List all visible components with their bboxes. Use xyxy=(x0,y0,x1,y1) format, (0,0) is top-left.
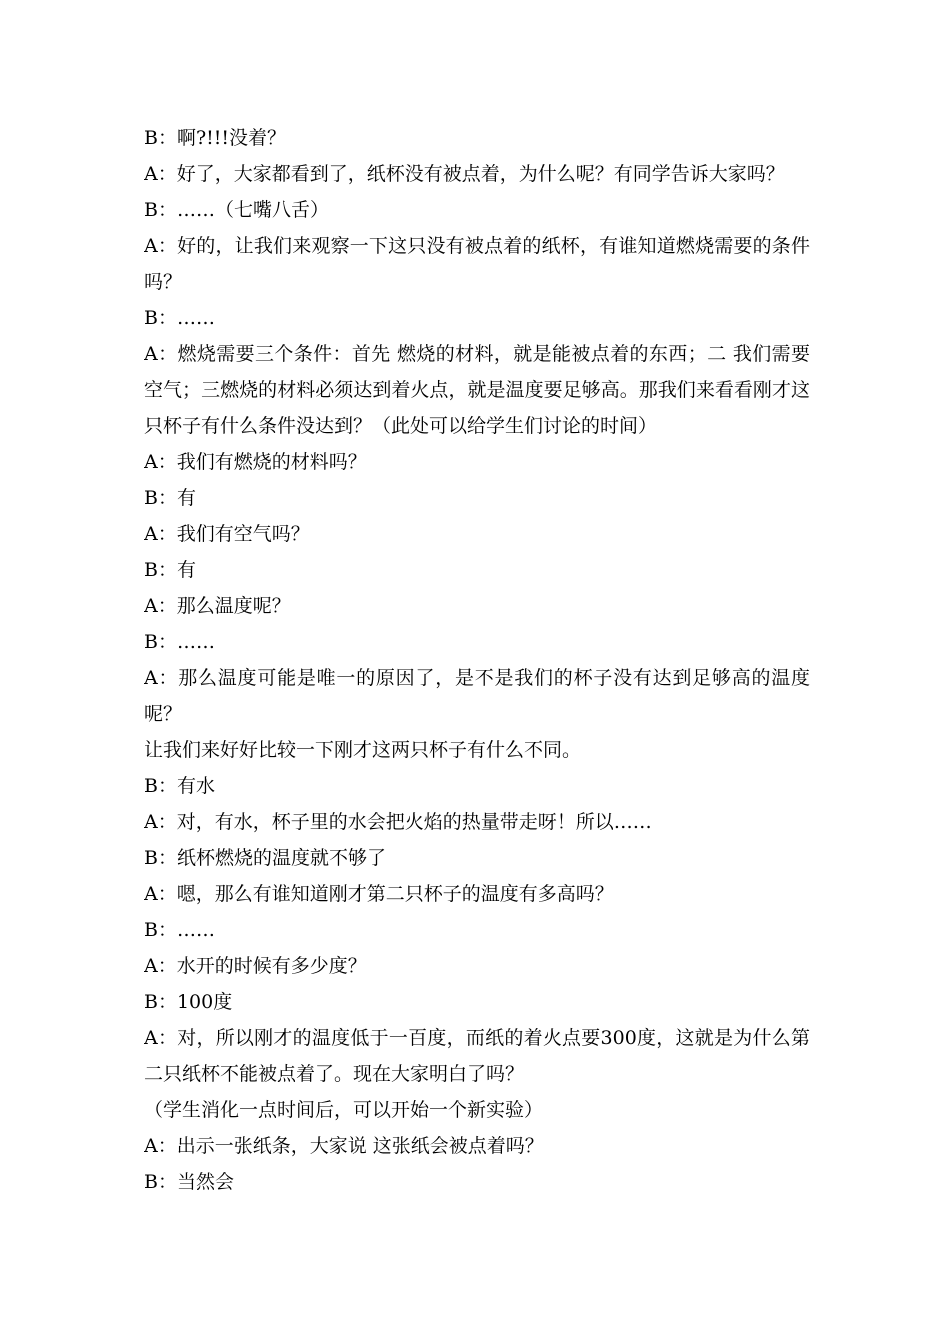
dialogue-line: A：出示一张纸条，大家说 这张纸会被点着吗？ xyxy=(144,1135,544,1157)
dialogue-line: B：…… xyxy=(144,919,215,941)
dialogue-line: B：……（七嘴八舌） xyxy=(144,199,329,221)
dialogue-line: B：当然会 xyxy=(144,1171,234,1193)
dialogue-line: B：有水 xyxy=(144,775,215,797)
dialogue-line: A：好的，让我们来观察一下这只没有被点着的纸杯，有谁知道燃烧需要的条件吗？ xyxy=(144,235,810,293)
dialogue-line: B：纸杯燃烧的温度就不够了 xyxy=(144,847,386,869)
dialogue-line: A：对，所以刚才的温度低于一百度，而纸的着火点要300度，这就是为什么第二只纸杯不能被点着了。现在大家明白了吗？ xyxy=(144,1027,810,1085)
dialogue-line: B：…… xyxy=(144,631,215,653)
dialogue-line: B：啊?!!!没着？ xyxy=(144,127,287,149)
dialogue-line: A：燃烧需要三个条件：首先 燃烧的材料，就是能被点着的东西；二 我们需要空气；三燃烧的材料必须达到着火点，就是温度要足够高。那我们来看看刚才这只杯子有什么条件没达到？（此处可以给学生们讨论的时间） xyxy=(144,343,810,437)
dialogue-line: B：有 xyxy=(144,487,196,509)
dialogue-line: A：水开的时候有多少度？ xyxy=(144,955,367,977)
dialogue-text xyxy=(144,120,810,1200)
dialogue-line: （学生消化一点时间后，可以开始一个新实验） xyxy=(144,1099,544,1121)
dialogue-line: A：好了，大家都看到了，纸杯没有被点着，为什么呢？有同学告诉大家吗？ xyxy=(144,163,785,185)
dialogue-line: B：有 xyxy=(144,559,196,581)
dialogue-line: A：我们有燃烧的材料吗？ xyxy=(144,451,367,473)
dialogue-line: A：对，有水，杯子里的水会把火焰的热量带走呀！所以…… xyxy=(144,811,652,833)
dialogue-line: A：我们有空气吗？ xyxy=(144,523,310,545)
dialogue-line: 让我们来好好比较一下刚才这两只杯子有什么不同。 xyxy=(144,739,582,761)
dialogue-line: A：嗯，那么有谁知道刚才第二只杯子的温度有多高吗？ xyxy=(144,883,614,905)
dialogue-line: A：那么温度呢？ xyxy=(144,595,291,617)
dialogue-line: A：那么温度可能是唯一的原因了，是不是我们的杯子没有达到足够高的温度呢？ xyxy=(144,667,810,725)
dialogue-line: B：…… xyxy=(144,307,215,329)
dialogue-line: B：100度 xyxy=(144,991,233,1013)
